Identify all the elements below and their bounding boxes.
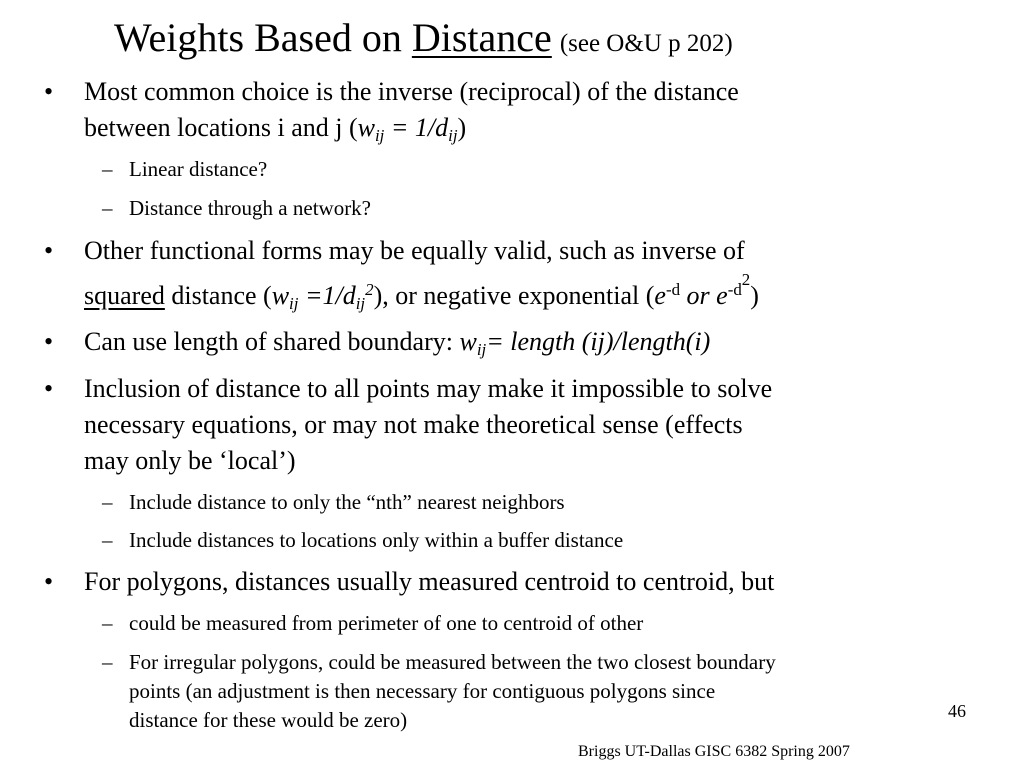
bullet-1-sub-2: Distance through a network? <box>129 196 372 220</box>
bullet-1-line-1: Most common choice is the inverse (reciprocal) of the distance <box>84 77 739 106</box>
dash-marker: – <box>102 157 113 181</box>
bullet-4-sub-2: Include distances to locations only within a buffer distance <box>129 528 624 552</box>
bullet-4-line-2: necessary equations, or may not make theoretical sense (effects <box>84 410 743 439</box>
bullet-5-sub-1: could be measured from perimeter of one to centroid of other <box>129 611 644 635</box>
bullet-5-sub-2-line-3: distance for these would be zero) <box>129 708 408 732</box>
title-reference: (see O&U p 202) <box>559 30 733 57</box>
bullet-4-line-3: may only be ‘local’) <box>84 446 296 475</box>
bullet-5-sub-2-line-1: For irregular polygons, could be measured between the two closest boundary <box>129 650 776 674</box>
bullet-marker: • <box>44 374 54 403</box>
dash-marker: – <box>102 196 113 220</box>
bullet-1-line-2: between locations i and j $(w_{ij} = 1/d_{ij})$ <box>84 113 467 145</box>
title-underlined-word: Distance <box>411 15 552 60</box>
bullet-marker: • <box>44 236 54 265</box>
bullet-5-line-1: For polygons, distances usually measured centroid to centroid, but <box>84 567 775 596</box>
bullet-marker: • <box>44 567 54 596</box>
bullet-3-line-1: Can use length of shared boundary: $w_{ij}=$ length (ij)/length(i) <box>84 327 711 359</box>
bullet-5-sub-2-line-2: points (an adjustment is then necessary for contiguous polygons since <box>129 679 716 703</box>
dash-marker: – <box>102 650 113 674</box>
dash-marker: – <box>102 528 113 552</box>
dash-marker: – <box>102 490 113 514</box>
title-prefix: Weights Based on <box>114 15 412 60</box>
bullet-2-line-2: squared distance $(w_{ij} =1/d_{ij}^2)$, or negative exponential ($e^{-d}$ or $e^{-d^2}$) <box>84 270 759 313</box>
dash-marker: – <box>102 611 113 635</box>
slide-title <box>114 14 733 68</box>
slide-footer: Briggs UT-Dallas GISC 6382 Spring 2007 <box>578 743 850 760</box>
bullet-2-line-1: Other functional forms may be equally valid, such as inverse of <box>84 236 745 265</box>
bullet-4-sub-1: Include distance to only the “nth” nearest neighbors <box>129 490 565 514</box>
page-number: 46 <box>948 701 966 721</box>
bullet-marker: • <box>44 77 54 106</box>
bullet-4-line-1: Inclusion of distance to all points may make it impossible to solve <box>84 374 773 403</box>
bullet-marker: • <box>44 327 54 356</box>
bullet-1-sub-1: Linear distance? <box>129 157 268 181</box>
